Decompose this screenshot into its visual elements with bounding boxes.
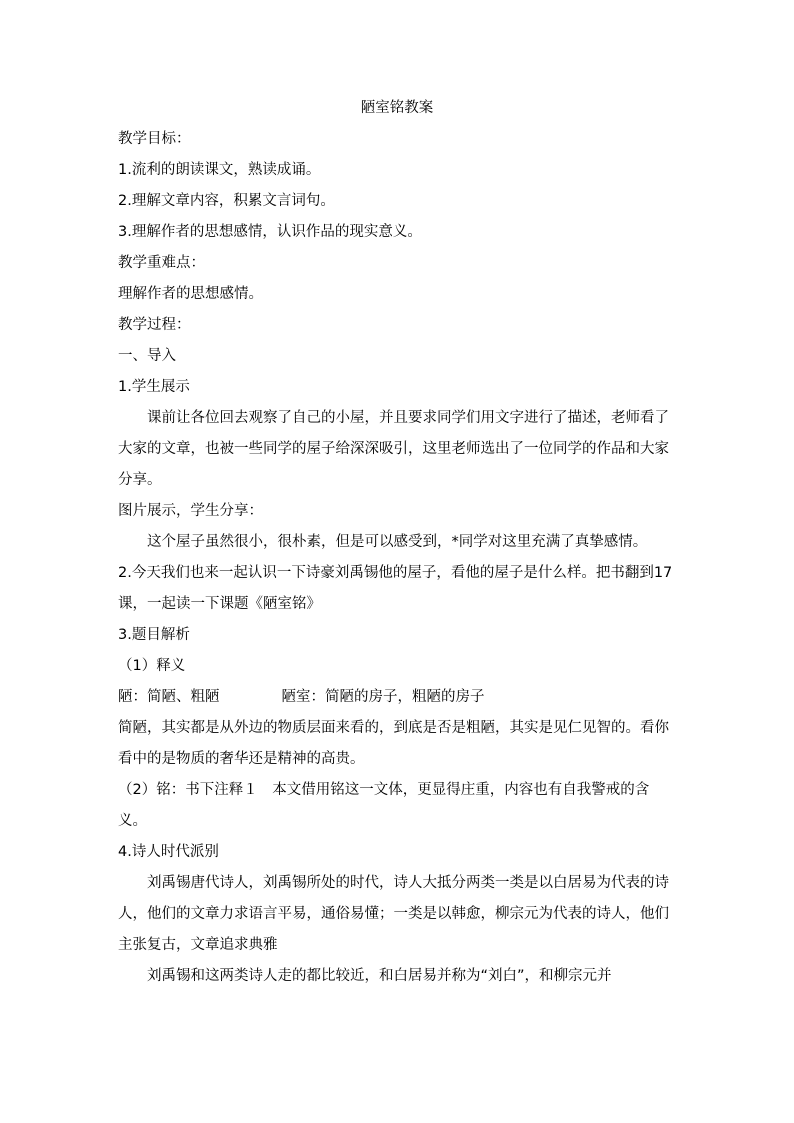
goals-heading: 教学目标：	[118, 131, 191, 147]
document-body	[118, 93, 676, 992]
sub-today: 2.今天我们也来一起认识一下诗豪刘禹锡他的屋子，看他的屋子是什么样。把书翻到17课，一起读一下课题《陋室铭》	[118, 565, 673, 612]
process-heading: 教学过程：	[118, 317, 191, 333]
item-definition: （1）释义	[118, 658, 186, 674]
sub-poet-era: 4.诗人时代派别	[118, 844, 219, 860]
paragraph-2: 这个屋子虽然很小，很朴素，但是可以感受到，*同学对这里充满了真挚感情。	[147, 534, 648, 550]
goal-3: 3.理解作者的思想感情，认识作品的现实意义。	[118, 224, 422, 240]
document-title: 陋室铭教案	[360, 100, 434, 116]
definition-loushi: 陋室：简陋的房子，粗陋的房子	[281, 689, 485, 705]
key-heading: 教学重难点：	[118, 255, 205, 271]
section-intro: 一、导入	[118, 348, 176, 364]
definition-lou: 陋：简陋、粗陋	[118, 689, 220, 705]
sub-title-analysis: 3.题目解析	[118, 627, 190, 643]
definition-line	[118, 682, 676, 713]
picture-line: 图片展示，学生分享：	[118, 503, 263, 519]
paragraph-5: 刘禹锡和这两类诗人走的都比较近，和白居易并称为“刘白”，和柳宗元并	[147, 968, 612, 984]
goal-1: 1.流利的朗读课文，熟读成诵。	[118, 162, 321, 178]
paragraph-4: 刘禹锡唐代诗人，刘禹锡所处的时代，诗人大抵分两类一类是以白居易为代表的诗人，他们的文章力求语言平易，通俗易懂；一类是以韩愈，柳宗元为代表的诗人，他们主张复古，文章追求典雅	[118, 875, 669, 953]
key-text: 理解作者的思想感情。	[118, 286, 263, 302]
sub-student-show: 1.学生展示	[118, 379, 190, 395]
goal-2: 2.理解文章内容，积累文言词句。	[118, 193, 335, 209]
paragraph-1: 课前让各位回去观察了自己的小屋，并且要求同学们用文字进行了描述，老师看了大家的文章，也被一些同学的屋子给深深吸引，这里老师选出了一位同学的作品和大家分享。	[118, 410, 669, 488]
paragraph-3: 简陋，其实都是从外边的物质层面来看的，到底是否是粗陋，其实是见仁见智的。看你看中的是物质的奢华还是精神的高贵。	[118, 720, 669, 767]
item-ming: （2）铭：书下注释１ 本文借用铭这一文体，更显得庄重，内容也有自我警戒的含义。	[118, 782, 650, 829]
